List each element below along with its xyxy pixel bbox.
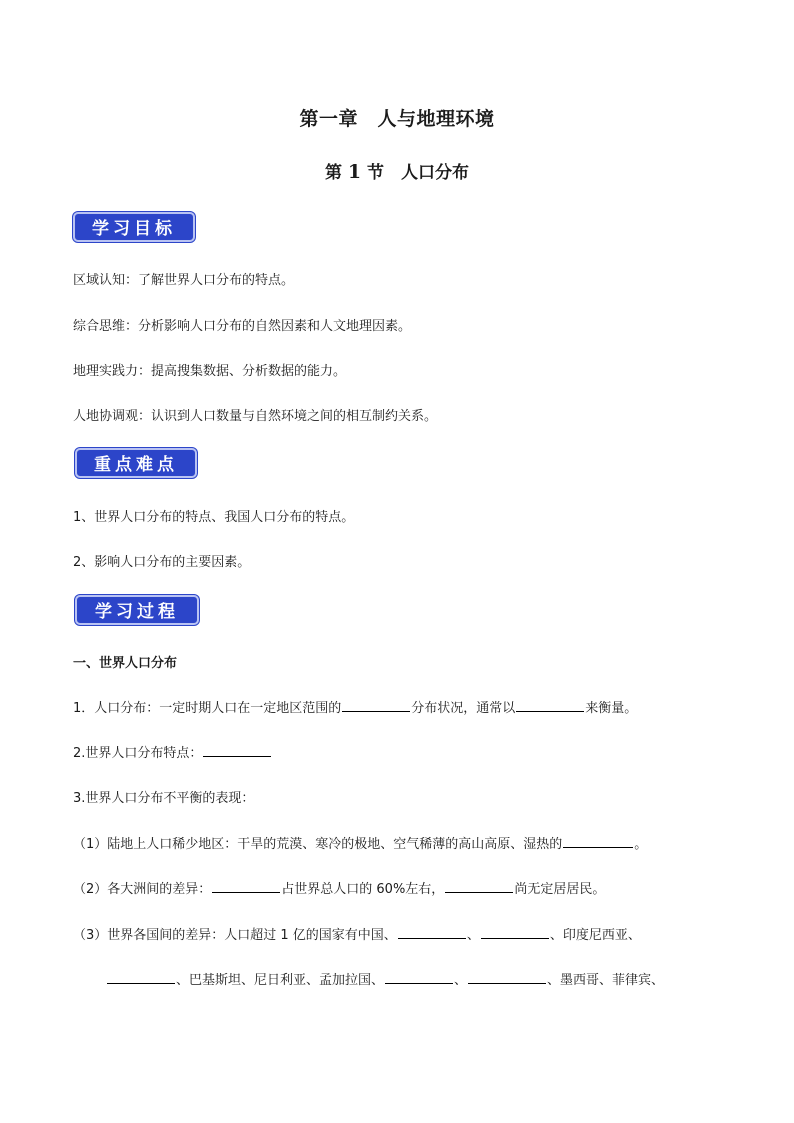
- question-3: 3.世界人口分布不平衡的表现：: [73, 791, 255, 806]
- process-heading: 一、世界人口分布: [73, 656, 178, 671]
- answer-blank[interactable]: [445, 879, 513, 893]
- answer-blank[interactable]: [385, 970, 453, 984]
- question-3-2: （2）各大洲间的差异： 占世界总人口的 60%左右， 尚无定居居民。: [73, 878, 605, 897]
- section-prefix: 第: [324, 163, 342, 183]
- section-title: [0, 158, 794, 183]
- answer-blank[interactable]: [481, 925, 549, 939]
- process-badge: 学习过程: [75, 595, 199, 625]
- question-3-1: （1）陆地上人口稀少地区：干旱的荒漠、寒冷的极地、空气稀薄的高山高原、湿热的 。: [73, 833, 647, 852]
- question-3-3: （3）世界各国间的差异：人口超过 1 亿的国家有中国、 、 、印度尼西亚、: [73, 924, 641, 943]
- keypoints-badge: 重点难点: [75, 448, 197, 478]
- objectives-badge: 学习目标: [73, 212, 195, 242]
- answer-blank[interactable]: [342, 698, 410, 712]
- answer-blank[interactable]: [468, 970, 546, 984]
- answer-blank[interactable]: [563, 834, 633, 848]
- question-3-3-continued: 、巴基斯坦、尼日利亚、孟加拉国、 、 、墨西哥、菲律宾、: [106, 969, 664, 988]
- keypoint-item: 1、世界人口分布的特点、我国人口分布的特点。: [73, 510, 355, 525]
- question-1: 1．人口分布：一定时期人口在一定地区范围的 分布状况，通常以 来衡量。: [73, 697, 637, 716]
- keypoint-item: 2、影响人口分布的主要因素。: [73, 555, 251, 570]
- chapter-title: 第一章 人与地理环境: [299, 108, 495, 130]
- section-name: 节 人口分布: [367, 163, 470, 183]
- objective-item: 人地协调观：认识到人口数量与自然环境之间的相互制约关系。: [73, 409, 438, 424]
- objective-item: 地理实践力：提高搜集数据、分析数据的能力。: [73, 364, 347, 379]
- objective-item: 综合思维：分析影响人口分布的自然因素和人文地理因素。: [73, 319, 412, 334]
- answer-blank[interactable]: [212, 879, 280, 893]
- question-2: 2.世界人口分布特点：: [73, 742, 272, 761]
- answer-blank[interactable]: [516, 698, 584, 712]
- answer-blank[interactable]: [398, 925, 466, 939]
- objective-item: 区域认知：了解世界人口分布的特点。: [73, 273, 295, 288]
- answer-blank[interactable]: [203, 743, 271, 757]
- answer-blank[interactable]: [107, 970, 175, 984]
- section-number: 1: [347, 161, 362, 183]
